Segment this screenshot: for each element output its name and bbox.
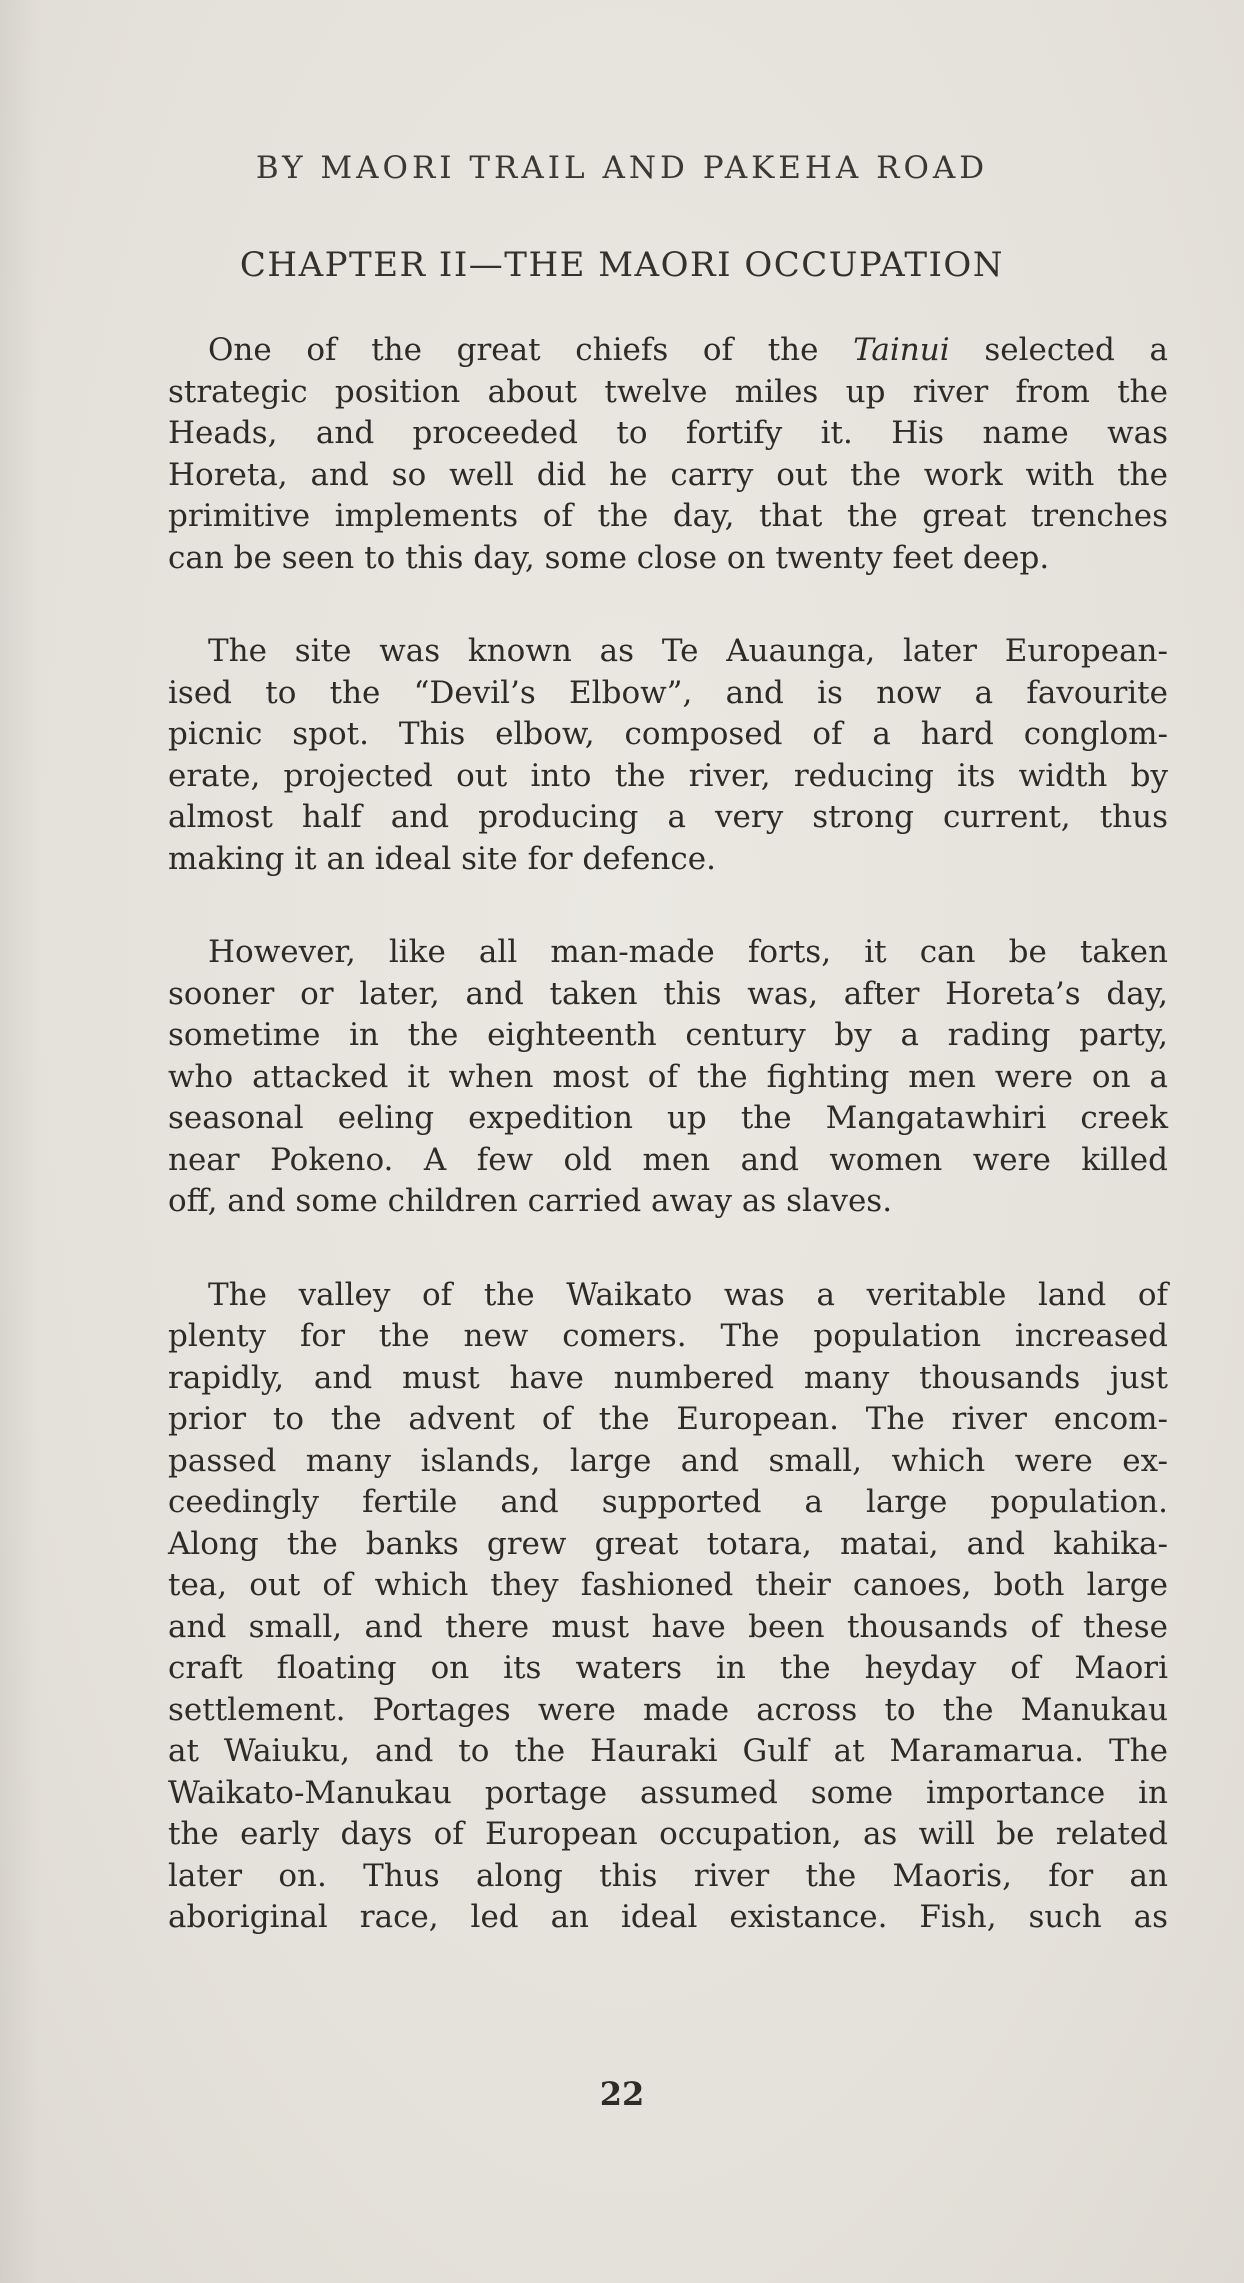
text-line: Heads, and proceeded to fortify it. His name was [168,415,1168,451]
text-line: passed many islands, large and small, which were ex- [168,1442,1168,1479]
text-line: who attacked it when most of the fighting men were on a [168,1058,1168,1095]
text-line: the early days of European occupation, as will be related [168,1816,1168,1852]
text-line: strategic position about twelve miles up river from the [168,373,1168,410]
text-line: picnic spot. This elbow, composed of a hard conglom- [168,716,1168,752]
text-line: The site was known as Te Auaunga, later European- [208,633,1168,669]
text-line: Horeta, and so well did he carry out the work with the [168,456,1168,493]
paragraph [168,1275,1168,1939]
paragraph [168,330,1168,579]
text-line: rapidly, and must have numbered many thousands just [168,1359,1168,1396]
text-line: ised to the “Devil’s Elbow”, and is now a favourite [168,674,1168,711]
text-line: craft floating on its waters in the heyday of Maori [168,1650,1168,1686]
spine-shadow [0,0,40,2283]
text-line: seasonal eeling expedition up the Mangatawhiri creek [168,1100,1168,1136]
text-line: However, like all man-made forts, it can be taken [208,934,1168,970]
text-line: erate, projected out into the river, reducing its width by [168,757,1168,794]
text-line: aboriginal race, led an ideal existance. Fish, such as [168,1899,1168,1935]
text-line: primitive implements of the day, that the great trenches [168,498,1168,534]
text-line: near Pokeno. A few old men and women were killed [168,1141,1168,1178]
text-line: Along the banks grew great totara, matai, and kahika- [168,1525,1168,1562]
body-text [168,330,1168,1991]
text-line: plenty for the new comers. The population increased [168,1318,1168,1354]
text-line: Waikato-Manukau portage assumed some importance in [168,1774,1168,1811]
text-line: prior to the advent of the European. The river encom- [168,1401,1168,1437]
text-line: The valley of the Waikato was a veritable land of [208,1276,1168,1313]
paragraph [168,932,1168,1223]
text-line: and small, and there must have been thousands of these [168,1608,1168,1645]
paragraph [168,631,1168,880]
text-line: One of the great chiefs of the Tainui selected a [208,332,1168,368]
text-line: settlement. Portages were made across to the Manukau [168,1691,1168,1728]
text-line: tea, out of which they fashioned their canoes, both large [168,1567,1168,1603]
text-line: can be seen to this day, some close on twenty feet deep. [168,539,1050,576]
text-line: off, and some children carried away as slaves. [168,1183,893,1219]
running-head: BY MAORI TRAIL AND PAKEHA ROAD [255,150,989,186]
text-line: later on. Thus along this river the Maoris, for an [168,1857,1168,1894]
text-line: sometime in the eighteenth century by a rading party, [168,1017,1168,1053]
text-line: at Waiuku, and to the Hauraki Gulf at Maramarua. The [168,1733,1168,1769]
ship-name: Tainui [853,332,950,368]
text-line: making it an ideal site for defence. [168,840,716,877]
text-line: ceedingly fertile and supported a large population. [168,1484,1168,1520]
page-number: 22 [599,2075,645,2113]
text-line: almost half and producing a very strong current, thus [168,799,1168,835]
text-line: sooner or later, and taken this was, after Horeta’s day, [168,975,1168,1012]
chapter-title: CHAPTER II—THE MAORI OCCUPATION [239,245,1005,285]
